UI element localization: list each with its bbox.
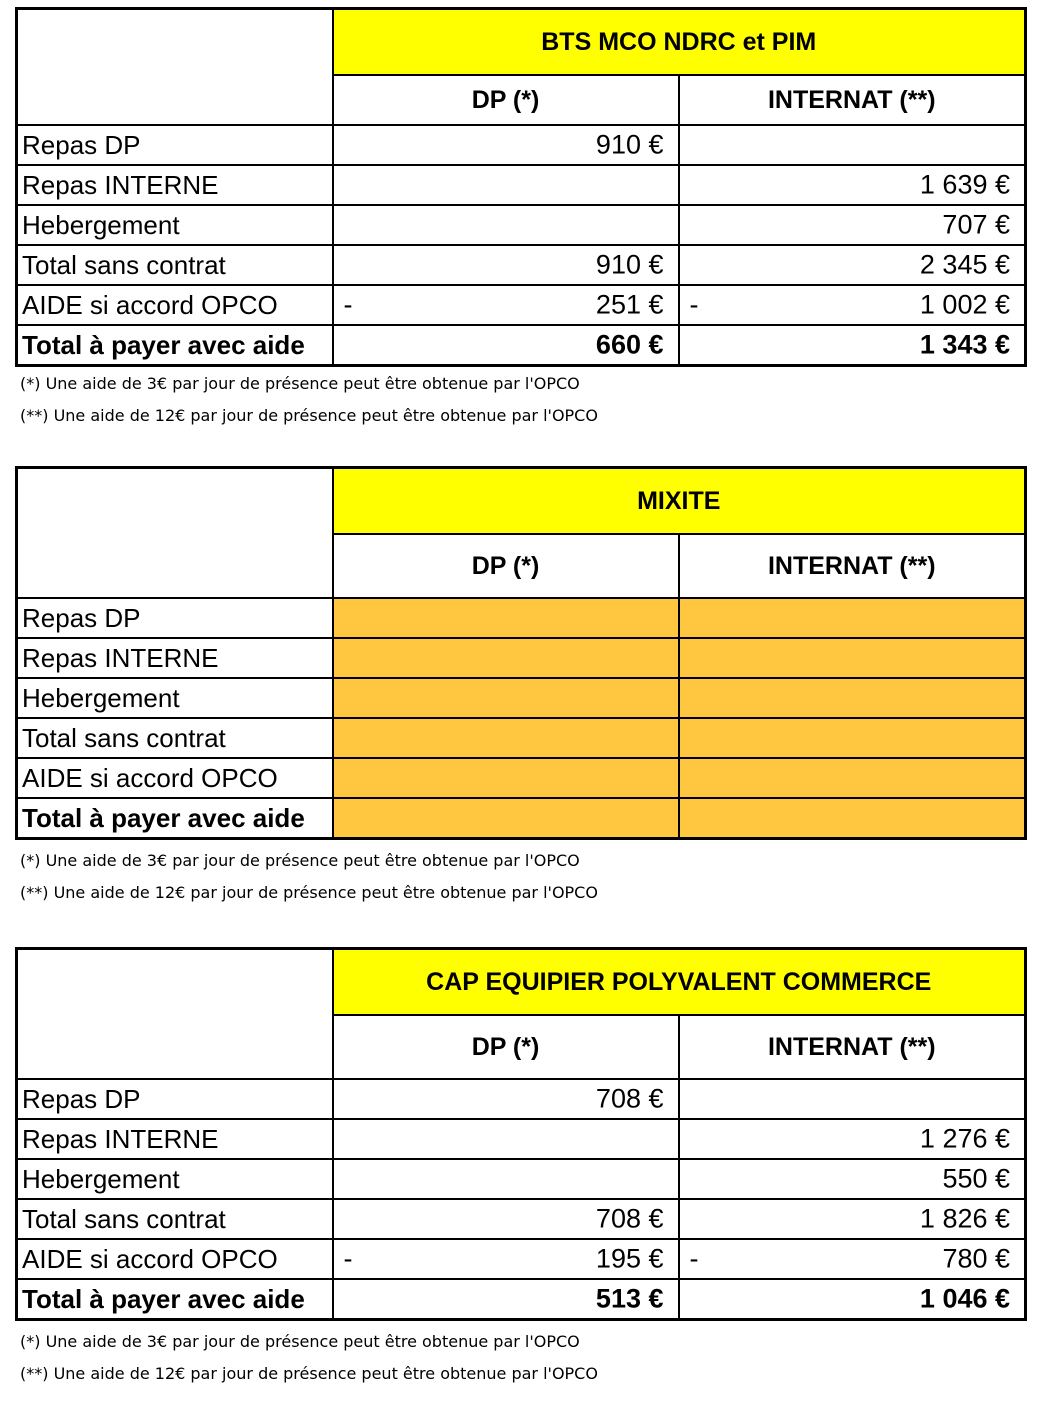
table-row <box>17 1199 1026 1239</box>
minus-sign: - <box>343 289 353 320</box>
dp-value: 513 € <box>595 1283 664 1314</box>
row-label: Total à payer avec aide <box>17 798 333 839</box>
footnote-dp: (*) Une aide de 3€ par jour de présence peut être obtenue par l'OPCO <box>20 374 580 393</box>
internat-cell <box>679 1279 1026 1320</box>
dp-value: 708 € <box>595 1083 664 1114</box>
internat-cell <box>679 165 1026 205</box>
internat-cell <box>679 1199 1026 1239</box>
row-label: Total sans contrat <box>17 1199 333 1239</box>
internat-cell <box>679 678 1026 718</box>
internat-cell <box>679 798 1026 839</box>
internat-cell <box>679 1119 1026 1159</box>
table-corner <box>17 9 333 126</box>
column-header-internat: INTERNAT (**) <box>679 1015 1026 1079</box>
row-label: Repas INTERNE <box>17 165 333 205</box>
internat-value: 1 343 € <box>919 329 1010 360</box>
dp-cell <box>333 125 679 165</box>
internat-cell <box>679 758 1026 798</box>
row-label: Repas INTERNE <box>17 1119 333 1159</box>
row-label: Total à payer avec aide <box>17 1279 333 1320</box>
internat-cell <box>679 325 1026 366</box>
internat-cell <box>679 1239 1026 1279</box>
table-row <box>17 1119 1026 1159</box>
table-row <box>17 1279 1026 1320</box>
table-row <box>17 598 1026 638</box>
internat-cell <box>679 285 1026 325</box>
row-label: Hebergement <box>17 205 333 245</box>
table-corner <box>17 468 333 599</box>
fee-table-bts <box>15 7 1024 367</box>
row-label: Total sans contrat <box>17 245 333 285</box>
row-label: AIDE si accord OPCO <box>17 758 333 798</box>
table-row <box>17 1239 1026 1279</box>
row-label: Total sans contrat <box>17 718 333 758</box>
table-title: CAP EQUIPIER POLYVALENT COMMERCE <box>333 949 1026 1016</box>
table-row <box>17 718 1026 758</box>
table-row <box>17 678 1026 718</box>
internat-value: 1 046 € <box>919 1283 1011 1314</box>
row-label: AIDE si accord OPCO <box>17 285 333 325</box>
row-label: Repas DP <box>17 1079 333 1119</box>
minus-sign: - <box>343 1243 353 1274</box>
table-row <box>17 245 1026 285</box>
dp-cell <box>333 758 679 798</box>
row-label: Repas DP <box>17 125 333 165</box>
row-label: Hebergement <box>17 678 333 718</box>
internat-value: 1 639 € <box>919 169 1010 200</box>
table-row <box>17 1079 1026 1119</box>
dp-value: 660 € <box>595 329 664 360</box>
table-row <box>17 125 1026 165</box>
dp-value: 910 € <box>595 129 664 160</box>
footnote-internat: (**) Une aide de 12€ par jour de présence peut être obtenue par l'OPCO <box>20 1364 598 1383</box>
dp-cell <box>333 1079 679 1119</box>
internat-value: 550 € <box>942 1163 1011 1194</box>
dp-cell <box>333 1279 679 1320</box>
fee-table-cap <box>15 947 1024 1321</box>
fee-table <box>15 947 1027 1321</box>
internat-value: 1 002 € <box>919 289 1010 320</box>
dp-value: 708 € <box>595 1203 664 1234</box>
dp-cell <box>333 1199 679 1239</box>
row-label: Repas INTERNE <box>17 638 333 678</box>
row-label: AIDE si accord OPCO <box>17 1239 333 1279</box>
footnote-internat: (**) Une aide de 12€ par jour de présence peut être obtenue par l'OPCO <box>20 883 598 902</box>
dp-cell <box>333 678 679 718</box>
dp-cell <box>333 598 679 638</box>
dp-cell <box>333 165 679 205</box>
table-row <box>17 758 1026 798</box>
internat-cell <box>679 205 1026 245</box>
dp-cell <box>333 285 679 325</box>
column-header-dp: DP (*) <box>333 1015 679 1079</box>
dp-cell <box>333 245 679 285</box>
minus-sign: - <box>689 289 699 320</box>
internat-cell <box>679 1079 1026 1119</box>
dp-cell <box>333 718 679 758</box>
fee-table-mixite <box>15 466 1024 840</box>
table-title: BTS MCO NDRC et PIM <box>333 9 1026 76</box>
table-row <box>17 1159 1026 1199</box>
fee-table <box>15 466 1027 840</box>
table-row <box>17 205 1026 245</box>
table-row <box>17 285 1026 325</box>
dp-cell <box>333 1119 679 1159</box>
dp-cell <box>333 205 679 245</box>
dp-value: 910 € <box>595 249 664 280</box>
internat-cell <box>679 245 1026 285</box>
internat-cell <box>679 598 1026 638</box>
dp-cell <box>333 1159 679 1199</box>
internat-value: 780 € <box>942 1243 1011 1274</box>
table-row <box>17 638 1026 678</box>
dp-cell <box>333 638 679 678</box>
row-label: Total à payer avec aide <box>17 325 333 366</box>
table-row <box>17 798 1026 839</box>
internat-cell <box>679 125 1026 165</box>
dp-cell <box>333 798 679 839</box>
internat-value: 2 345 € <box>919 249 1010 280</box>
dp-cell <box>333 325 679 366</box>
internat-value: 1 826 € <box>919 1203 1011 1234</box>
row-label: Repas DP <box>17 598 333 638</box>
internat-cell <box>679 638 1026 678</box>
footnote-dp: (*) Une aide de 3€ par jour de présence peut être obtenue par l'OPCO <box>20 851 580 870</box>
table-row <box>17 325 1026 366</box>
dp-cell <box>333 1239 679 1279</box>
table-row <box>17 165 1026 205</box>
dp-value: 195 € <box>595 1243 664 1274</box>
row-label: Hebergement <box>17 1159 333 1199</box>
dp-value: 251 € <box>595 289 664 320</box>
footnote-dp: (*) Une aide de 3€ par jour de présence peut être obtenue par l'OPCO <box>20 1332 580 1351</box>
internat-value: 1 276 € <box>919 1123 1011 1154</box>
internat-cell <box>679 1159 1026 1199</box>
fee-table <box>15 7 1027 367</box>
table-corner <box>17 949 333 1080</box>
table-title: MIXITE <box>333 468 1026 535</box>
column-header-internat: INTERNAT (**) <box>679 534 1026 598</box>
minus-sign: - <box>689 1243 699 1274</box>
footnote-internat: (**) Une aide de 12€ par jour de présence peut être obtenue par l'OPCO <box>20 406 598 425</box>
column-header-internat: INTERNAT (**) <box>679 75 1026 125</box>
internat-cell <box>679 718 1026 758</box>
column-header-dp: DP (*) <box>333 534 679 598</box>
internat-value: 707 € <box>942 209 1010 240</box>
column-header-dp: DP (*) <box>333 75 679 125</box>
